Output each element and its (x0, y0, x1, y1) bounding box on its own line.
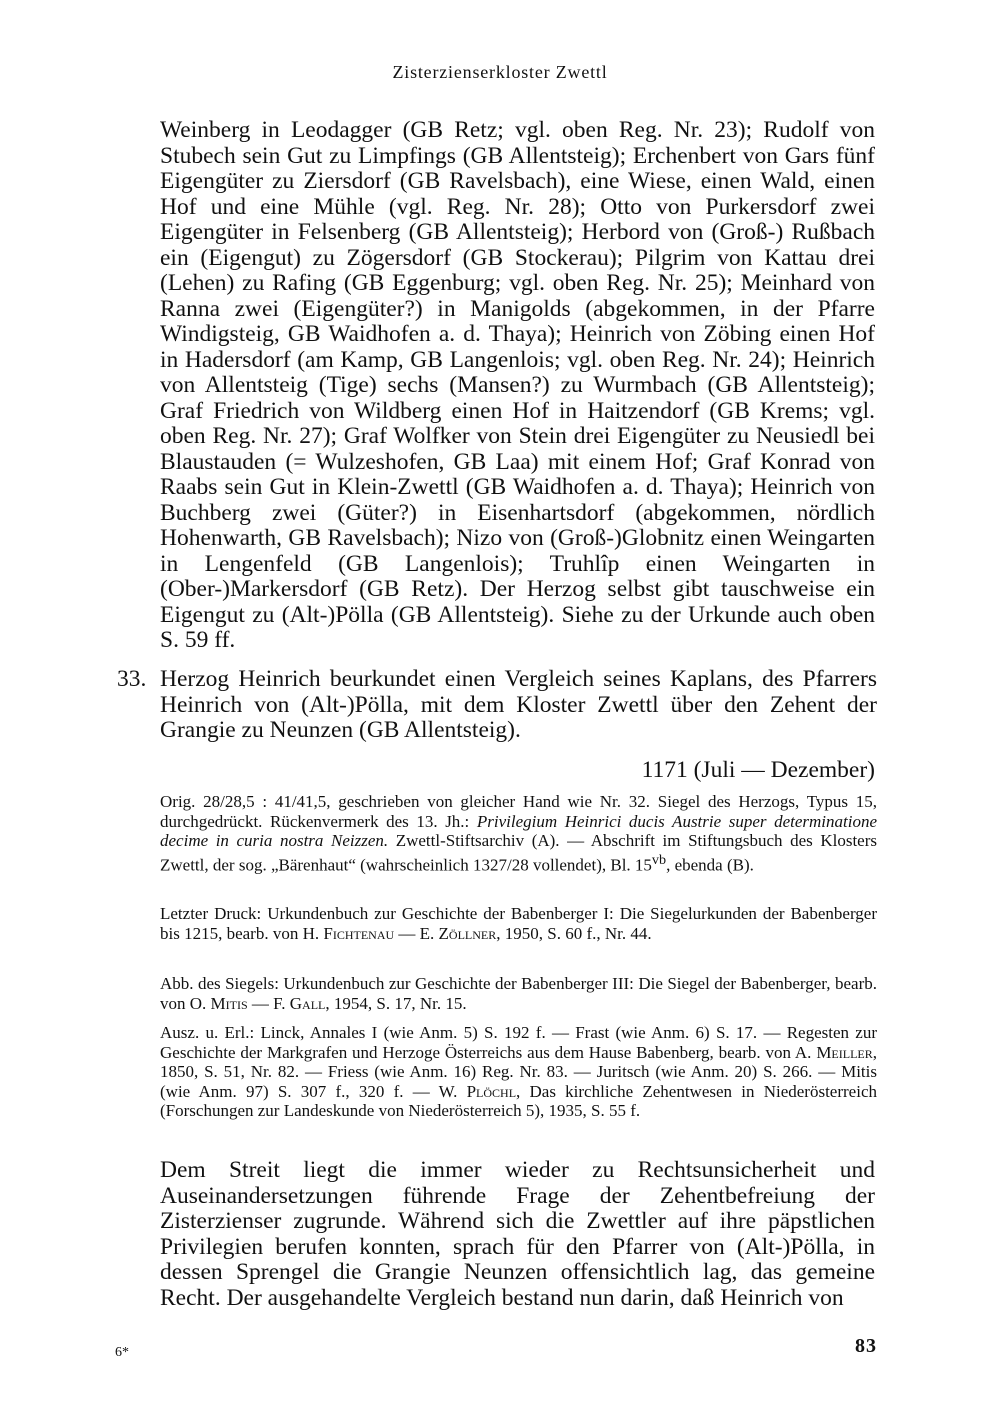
page-number: 83 (855, 1335, 877, 1357)
note-auszug (160, 1023, 877, 1121)
regest-summary: Herzog Heinrich beurkundet einen Vergleich seines Kaplans, des Pfarrers Heinrich von (Alt-)Pölla, mit dem Kloster Zwettl über den Zehent der Grangie zu Neunzen (GB Allentsteig). (160, 666, 877, 743)
commentary-paragraph: Dem Streit liegt die immer wieder zu Rechtsunsicherheit und Auseinandersetzungen führende Frage der Zehentbefreiung der Zisterzienser zugrunde. Während sich die Zwettler auf ihre päpstlichen Privilegien berufen konnten, sprach für den Pfarrer von (Alt-)Pölla, in dessen Sprengel die Grangie Neunzen offensichtlich lag, das gemeine Recht. Der ausgehandelte Vergleich bestand nun darin, daß Heinrich von (160, 1157, 875, 1311)
regest-date: 1171 (Juli — Dezember) (641, 757, 875, 783)
note-original (160, 792, 877, 875)
running-head: Zisterzienserkloster Zwettl (392, 62, 608, 82)
note-abb-text-c: , 1954, S. 17, Nr. 15. (325, 993, 467, 1013)
note-druck-author-2: Zöllner (438, 923, 497, 943)
note-druck-text-a: Letzter Druck: Urkundenbuch zur Geschichte der Babenberger I: Die Siegelurkunden der Babenberger bis 1215, bearb. von H. (160, 904, 877, 943)
regest-number: 33. (117, 666, 147, 692)
note-druck-text-b: — E. (394, 923, 439, 943)
note-original-superscript: vb (651, 851, 667, 868)
note-abb-text-a: Abb. des Siegels: Urkundenbuch zur Geschichte der Babenberger III: Die Siegel der Babenberger, bearb. von O. (160, 974, 877, 1013)
note-ausz-author-1: Meiller (816, 1042, 873, 1062)
note-abb-author-1: Mitis (210, 993, 248, 1013)
note-ausz-text-b: , 1850, S. 51, Nr. 82. — Friess (wie Anm. 16) Reg. Nr. 83. — Juritsch (wie Anm. 20) S. 266. — Mitis (wie Anm. 97) S. 307 f., 320 f. — W. (160, 1042, 877, 1101)
regest-entry (117, 667, 877, 744)
note-abb-text-b: — F. (247, 993, 290, 1013)
signature-mark: 6* (115, 1345, 129, 1360)
note-original-text-b: Zwettl-Stiftsarchiv (A). — Abschrift im Stiftungsbuch des Klosters Zwettl, der sog. „Bärenhaut“ (wahrscheinlich 1327/28 vollendet), Bl. 15 (160, 831, 877, 875)
note-druck-author-1: Fichtenau (323, 923, 395, 943)
note-ausz-text-c: , Das kirchliche Zehentwesen in Niederösterreich (Forschungen zur Landeskunde von Niederösterreich 5), 1935, S. 55 f. (160, 1081, 877, 1121)
note-original-endorsement: Privilegium Heinrici ducis Austrie super determinatione decime in curia nostra Neizzen. (160, 811, 878, 851)
body-paragraph-continued: Weinberg in Leodagger (GB Retz; vgl. oben Reg. Nr. 23); Rudolf von Stubech sein Gut zu Limpfings (GB Allentsteig); Erchenbert von Gars fünf Eigengüter zu Ziersdorf (GB Ravelsbach), eine Wiese, einen Wald, einen Hof und eine Mühle (vgl. Reg. Nr. 28); Otto von Purkersdorf zwei Eigengüter in Felsenberg (GB Allentsteig); Herbord von (Groß-) Rußbach ein (Eigengut) zu Zögersdorf (GB Stockerau); Pilgrim von Kattau drei (Lehen) zu Rafing (GB Eggenburg; vgl. oben Reg. Nr. 25); Meinhard von Ranna zwei (Eigengüter?) in Manigolds (abgekommen, in der Pfarre Windigsteig, GB Waidhofen a. d. Thaya); Heinrich von Zöbing einen Hof in Hadersdorf (am Kamp, GB Langenlois; vgl. oben Reg. Nr. 24); Heinrich von Allentsteig (Tige) sechs (Mansen?) zu Wurmbach (GB Allentsteig); Graf Friedrich von Wildberg einen Hof in Haitzendorf (GB Krems; vgl. oben Reg. Nr. 27); Graf Wolfker von Stein drei Eigengüter zu Neusiedl bei Blaustauden (= Wulzeshofen, GB Laa) mit einem Hof; Graf Konrad von Raabs sein Gut in Klein-Zwettl (GB Waidhofen a. d. Thaya); Heinrich von Buchberg zwei (Güter?) in Eisenhartsdorf (abgekommen, nördlich Hohenwarth, GB Ravelsbach); Nizo von (Groß-)Globnitz einen Weingarten in Lengenfeld (GB Langenlois); Truhlîp einen Weingarten in (Ober-)Markersdorf (GB Retz). Der Herzog selbst gibt tauschweise ein Eigengut zu (Alt-)Pölla (GB Allentsteig). Siehe zu der Urkunde auch oben S. 59 ff. (160, 117, 875, 653)
note-ausz-text-a: Ausz. u. Erl.: Linck, Annales I (wie Anm. 5) S. 192 f. — Frast (wie Anm. 6) S. 17. — Regesten zur Geschichte der Markgrafen und Herzoge Österreichs aus dem Hause Babenberg, bearb. von A. (160, 1023, 877, 1062)
note-ausz-author-2: Plöchl (466, 1081, 517, 1101)
note-abb-author-2: Gall (289, 993, 326, 1013)
note-original-text-a: Orig. 28/28,5 : 41/41,5, geschrieben von gleicher Hand wie Nr. 32. Siegel des Herzogs, Typus 15, durchgedrückt. Rückenvermerk des 13. Jh.: (160, 792, 877, 831)
note-original-text-c: , ebenda (B). (666, 855, 754, 875)
note-abbildung (160, 974, 877, 1013)
note-druck (160, 904, 877, 943)
note-druck-text-c: , 1950, S. 60 f., Nr. 44. (496, 923, 652, 943)
